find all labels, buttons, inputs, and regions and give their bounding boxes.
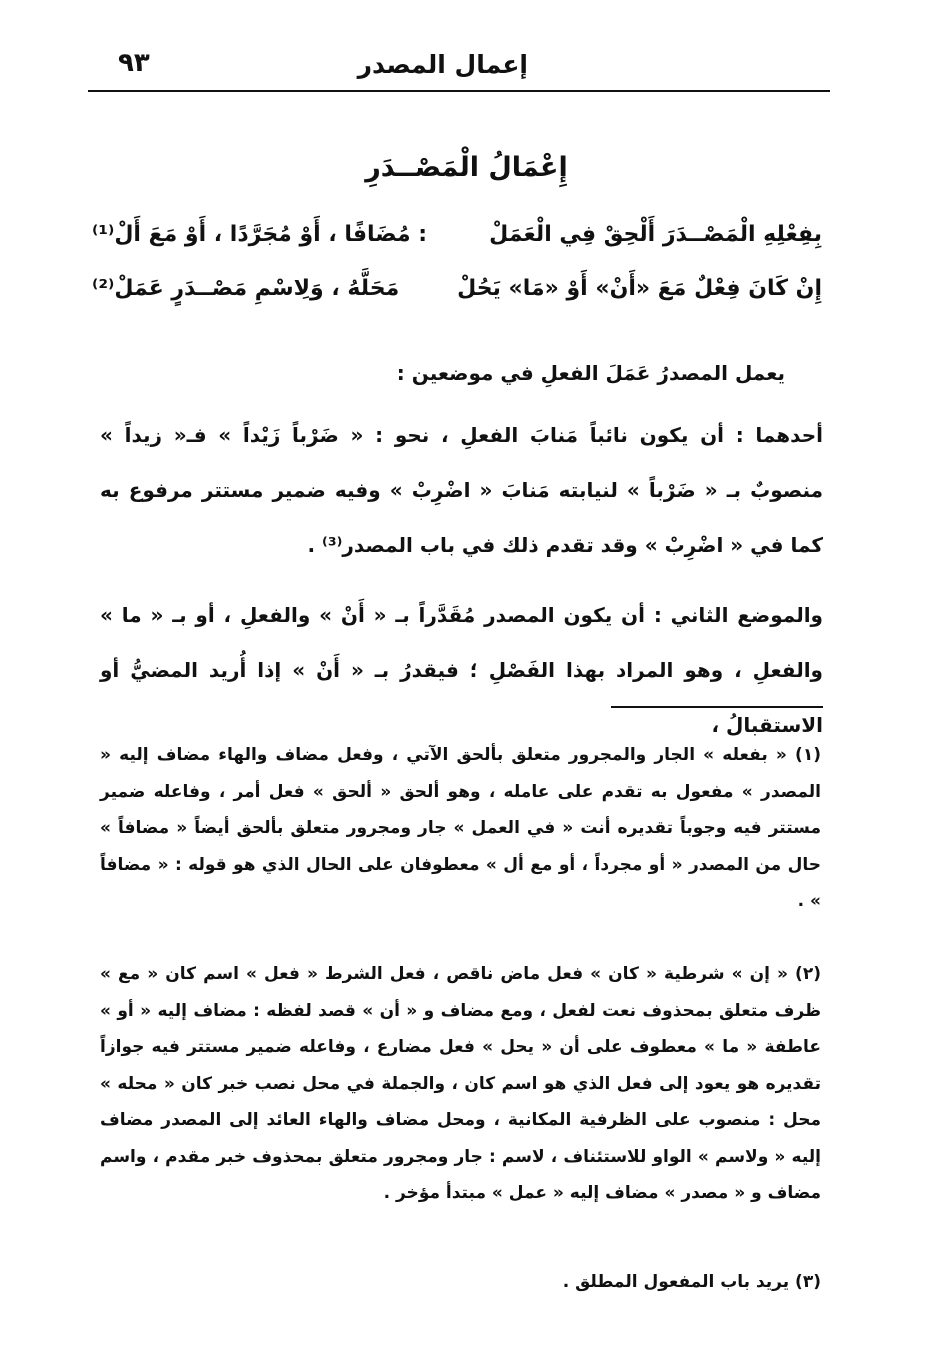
running-header — [90, 48, 828, 88]
footnote-3: (٣) يريد باب المفعول المطلق . — [562, 1272, 821, 1292]
body-paragraph-first-case: أحدهما : أن يكون نائباً مَنابَ الفعلِ ، نحو : « ضَرْباً زَيْداً » فـ« زيداً » منصوبٌ بـ « ضَرْباً » لنيابته مَنابَ « اضْرِبْ » وفيه ضمير مستتر مرفوع به كما في « اضْرِبْ » وقد تقدم ذلك في باب المصدر⁽³⁾ . — [100, 423, 823, 557]
running-title: إعمال المصدر — [357, 50, 528, 79]
footnote-2: (٢) « إن » شرطية « كان » فعل ماض ناقص ، فعل الشرط « فعل » اسم كان « مع » ظرف متعلق بمحذوف نعت لفعل ، ومع مضاف و « أن » قصد لفظه : مضاف إليه « أو » عاطفة « ما » معطوف على أن « يحل » فعل مضارع ، وفاعله ضمير مستتر فيه جوازاً تقديره هو يعود إلى فعل الذي هو اسم كان ، والجملة في محل نصب خبر كان « محله » محل : منصوب على الظرفية المكانية ، ومحل مضاف والهاء العائد إلى المصدر مضاف إليه « ولاسم » الواو للاستئناف ، لاسم : جار ومجرور متعلق بمحذوف خبر مقدم ، واسم مضاف و « مصدر » مضاف إليه « عمل » مبتدأ مؤخر . — [100, 964, 821, 1203]
verse-first-hemistich: إِنْ كَانَ فِعْلٌ مَعَ «أَنْ» أَوْ «مَا» يَحُلْ — [457, 276, 822, 301]
header-rule — [88, 90, 830, 92]
intro-paragraph: يعمل المصدرُ عَمَلَ الفعلِ في موضعين : — [396, 361, 785, 385]
footnote-separator — [611, 706, 823, 708]
body-paragraph-second-case: والموضع الثاني : أن يكون المصدر مُقَدَّراً بـ « أَنْ » والفعلِ ، أو بـ « ما » والفعلِ ، وهو المراد بهذا الفَصْلِ ؛ فيقدرُ بـ « أَنْ » إذا أُريد المضيُّ أو الاستقبالُ ، — [100, 603, 823, 737]
verse-first-hemistich: بِفِعْلِهِ الْمَصْــدَرَ أَلْحِقْ فِي الْعَمَلْ — [489, 222, 822, 247]
verse-second-hemistich: مَحَلَّهُ ، وَلِاسْمِ مَصْــدَرٍ عَمَلْ⁽²⁾ — [92, 276, 400, 301]
verse-line — [92, 222, 822, 264]
verse-line — [92, 276, 822, 318]
verse-second-hemistich: : مُضَافًا ، أَوْ مُجَرَّدًا ، أَوْ مَعَ أَلْ⁽¹⁾ — [92, 222, 428, 247]
chapter-title: إِعْمَالُ الْمَصْــدَرِ — [365, 152, 568, 183]
page-number: ٩٣ — [118, 48, 150, 78]
footnote-1: (١) « بفعله » الجار والمجرور متعلق بألحق الآتي ، وفعل مضاف والهاء مضاف إليه « المصدر » مفعول به تقدم على عامله ، وهو ألحق « ألحق » فعل أمر ، وفاعله ضمير مستتر فيه وجوباً تقديره أنت « في العمل » جار ومجرور متعلق بألحق أيضاً « مضافاً » حال من المصدر « أو مجرداً ، أو مع أل » معطوفان على الحال الذي هو قوله : « مضافاً » . — [100, 745, 821, 911]
